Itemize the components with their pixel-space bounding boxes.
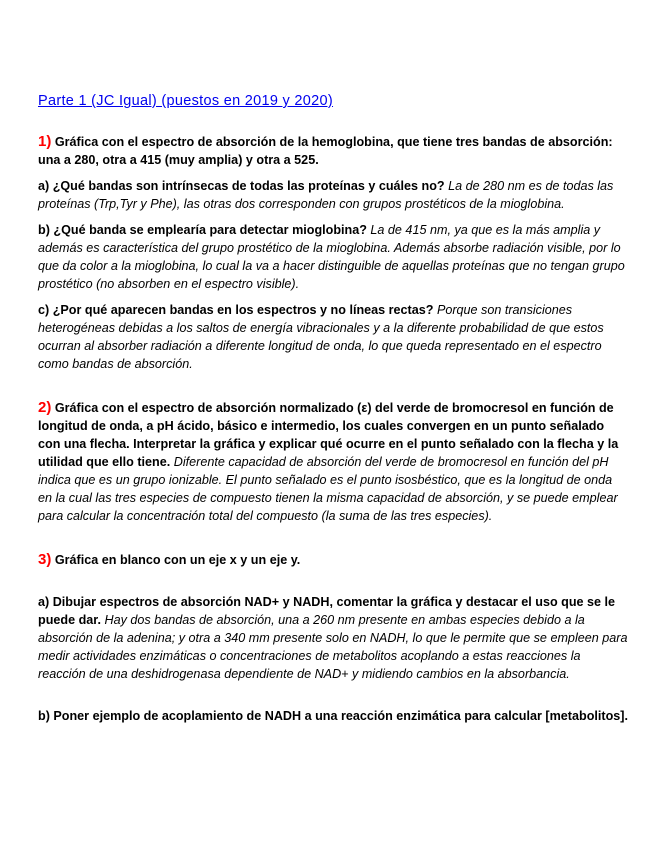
question-1b-prompt: b) ¿Qué banda se emplearía para detectar mioglobina? (38, 223, 367, 237)
question-3a (38, 593, 628, 683)
question-3a-answer: Hay dos bandas de absorción, una a 260 nm presente en ambas especies debido a la absorción de la adenina; y otra a 340 mm presente solo en NADH, lo que le permite que se empleen para medir actividades enzimáticas o concentraciones de metabolitos acoplando a estas reacciones la reacción de una deshidrogenasa dependiente de NAD+ y midiendo cambios en la absorbancia. (38, 613, 628, 681)
question-1b (38, 221, 628, 293)
question-1c-prompt: c) ¿Por qué aparecen bandas en los espectros y no líneas rectas? (38, 303, 434, 317)
question-3 (38, 551, 628, 569)
question-3-number: 3) (38, 551, 52, 568)
question-2-text: Gráfica con el espectro de absorción normalizado (ε) del verde de bromocresol en función de longitud de onda, a pH ácido, básico e intermedio, los cuales convergen en un punto señalado con una flecha. Interpretar la gráfica y explicar qué ocurre en el punto señalado con la flecha y la utilidad que ello tiene. (38, 401, 619, 469)
question-3-text: Gráfica en blanco con un eje x y un eje y. (51, 553, 301, 567)
question-3b (38, 707, 628, 725)
question-1b-answer: La de 415 nm, ya que es la más amplia y además es característica del grupo prostético de la mioglobina. Además absorbe radiación visible, por lo que da color a la mioglobina, lo cual la va a hacer distinguible de aquellas proteínas que no tengan grupo prostético (no absorben en el espectro visible). (38, 223, 625, 291)
question-1c-answer: Porque son transiciones heterogéneas debidas a los saltos de energía vibracionales y a la diferente probabilidad de que estos ocurran al absorber radiación a diferente longitud de onda, lo que queda representado en el espectro como bandas de absorción. (38, 303, 604, 371)
question-3a-prompt: a) Dibujar espectros de absorción NAD+ y NADH, comentar la gráfica y destacar el uso que se le puede dar. (38, 595, 616, 627)
question-1c (38, 301, 628, 373)
question-1a-prompt: a) ¿Qué bandas son intrínsecas de todas las proteínas y cuáles no? (38, 179, 445, 193)
document-page (38, 92, 628, 725)
question-3b-prompt: b) Poner ejemplo de acoplamiento de NADH a una reacción enzimática para calcular [metabolitos]. (38, 709, 628, 723)
question-2 (38, 399, 628, 525)
question-1-number: 1) (38, 133, 52, 150)
question-1-text: Gráfica con el espectro de absorción de la hemoglobina, que tiene tres bandas de absorción: una a 280, otra a 415 (muy amplia) y otra a 525. (38, 135, 613, 167)
question-1a (38, 177, 628, 213)
question-1 (38, 133, 628, 169)
section-heading[interactable]: Parte 1 (JC Igual) (puestos en 2019 y 2020) (38, 93, 334, 109)
question-2-number: 2) (38, 399, 52, 416)
question-2-answer: Diferente capacidad de absorción del verde de bromocresol en función del pH indica que es un grupo ionizable. El punto señalado es el punto isosbéstico, que es la longitud de onda en la cual las tres especies de compuesto tienen la misma capacidad de absorción, y se puede emplear para calcular la concentración total del compuesto (la suma de las tres especies). (38, 455, 618, 523)
question-1a-answer: La de 280 nm es de todas las proteínas (Trp,Tyr y Phe), las otras dos corresponden con grupos prostéticos de la mioglobina. (38, 179, 614, 211)
